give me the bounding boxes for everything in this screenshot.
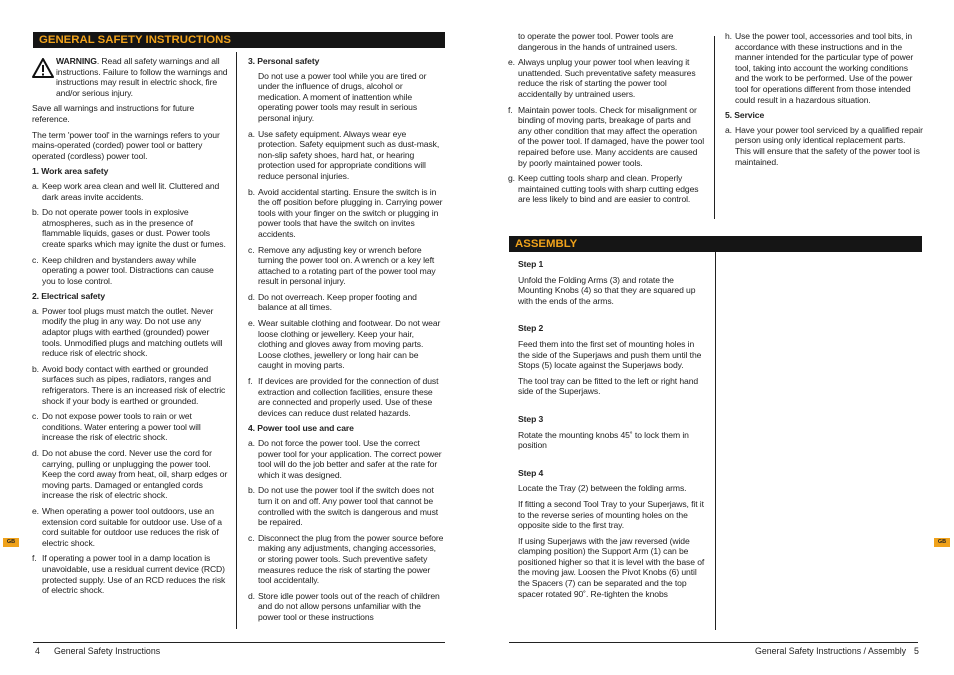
list-item-label: b. xyxy=(32,363,39,374)
warning-body: . Read all safety warnings and all instructions. Failure to follow the warnings and instructions may result in electric shock, fire and/or serious injury. xyxy=(56,56,228,98)
list-item xyxy=(32,181,228,202)
list-item-label: e. xyxy=(508,57,515,68)
list-item-text: Avoid body contact with earthed or grounded surfaces such as pipes, radiators, ranges and refrigerators. There is an increased risk of electric shock if your body is earthed or grounded. xyxy=(42,363,226,406)
list-item-text: Always unplug your power tool when leaving it unattended. Such preventative safety measures reduce the risk of starting the power tool accidentally by untrained users. xyxy=(518,57,696,99)
list-item xyxy=(32,255,228,287)
list-item-label: b. xyxy=(248,186,255,197)
footer-title-right: General Safety Instructions / Assembly xyxy=(755,646,907,656)
language-tab-right: GB xyxy=(934,538,950,547)
step-1-text: Unfold the Folding Arms (3) and rotate the Mounting Knobs (4) so that they are squared up with the ends of the arms. xyxy=(518,274,696,306)
list-item xyxy=(248,485,445,527)
list-item-label: c. xyxy=(32,411,39,422)
list-item xyxy=(725,31,923,105)
page-number-left: 4 xyxy=(35,646,40,656)
list-item-text: Keep cutting tools sharp and clean. Properly maintained cutting tools with sharp cutting edges are less likely to bind and are easier to control. xyxy=(518,173,699,205)
language-tab-left: GB xyxy=(3,538,19,547)
list-item-text: Wear suitable clothing and footwear. Do not wear loose clothing or jewellery. Keep your hair, clothing and gloves away from moving parts. Loose clothes, jewellery or long hair can be caught in moving parts. xyxy=(258,318,441,371)
step-2-heading: Step 2 xyxy=(518,323,544,334)
step-4-text-3: If using Superjaws with the jaw reversed (wide clamping position) the Support Arm (1) can be positioned higher so that it is level with the base of the moving jaw. Loosen the Pivot Knobs (6) until the Spacers (7) can be separated and the top spacer rotated 90˚. Re-tighten the knobs xyxy=(518,535,705,599)
section-title-safety: GENERAL SAFETY INSTRUCTIONS xyxy=(39,34,231,46)
list-item-text: Do not expose power tools to rain or wet conditions. Water entering a power tool will increase the risk of electric shock. xyxy=(42,411,201,443)
list-item xyxy=(248,376,445,418)
list-item-text: If devices are provided for the connection of dust extraction and collection facilities, ensure these are connected and properly used. Use of these devices can reduce dust related hazards. xyxy=(258,376,439,418)
footer-rule-left xyxy=(33,642,445,643)
heading-work-area: 1. Work area safety xyxy=(32,166,109,177)
warning-block xyxy=(32,56,228,98)
step-3-text: Rotate the mounting knobs 45˚ to lock them in position xyxy=(518,429,689,451)
list-service xyxy=(725,125,923,167)
list-item-text: Have your power tool serviced by a qualified repair person using only identical replacement parts. This will ensure that the safety of the power tool is maintained. xyxy=(735,124,923,167)
list-item xyxy=(248,187,445,240)
warning-text xyxy=(56,56,228,98)
footer-rule-right xyxy=(509,642,918,643)
list-item-label: e. xyxy=(32,505,39,516)
warning-triangle-icon xyxy=(32,58,56,98)
list-item xyxy=(32,306,228,359)
list-item xyxy=(32,411,228,443)
column-divider-right-bottom xyxy=(715,252,716,630)
list-item-label: b. xyxy=(32,207,39,218)
list-tool-use-continued xyxy=(508,57,705,205)
term-definition-text: The term 'power tool' in the warnings refers to your mains-operated (corded) power tool or battery operated (cordless) power tool. xyxy=(32,129,220,161)
step-4-text-2: If fitting a second Tool Tray to your Superjaws, fit it to the reverse series of mounting holes on the opposite side to the first tray. xyxy=(518,498,704,531)
heading-service: 5. Service xyxy=(725,110,765,121)
list-item-label: b. xyxy=(248,485,255,496)
list-item xyxy=(248,591,445,623)
list-tool-use xyxy=(248,438,445,623)
list-item-text: Keep children and bystanders away while operating a power tool. Distractions can cause you to lose control. xyxy=(42,254,214,286)
list-item xyxy=(248,533,445,586)
left-column-2 xyxy=(248,56,445,628)
list-tool-use-h xyxy=(725,31,923,105)
right-column-2 xyxy=(725,31,923,172)
list-item-text: When operating a power tool outdoors, use an extension cord suitable for outdoor use. Use of a cord suitable for outdoor use reduces the risk of electric shock. xyxy=(42,505,222,548)
section-header-safety xyxy=(33,32,445,48)
list-item-text: Use safety equipment. Always wear eye protection. Safety equipment such as dust-mask, non-slip safety shoes, hard hat, or hearing protection used for appropriate conditions will reduce personal injuries. xyxy=(258,128,440,181)
list-item-text: Keep work area clean and well lit. Cluttered and dark areas invite accidents. xyxy=(42,180,220,202)
list-item-text: Do not use the power tool if the switch does not turn it on and off. Any power tool that cannot be controlled with the switch is dangerous and must be repaired. xyxy=(258,485,439,528)
list-personal xyxy=(248,129,445,419)
list-item-label: d. xyxy=(248,590,255,601)
list-item xyxy=(508,173,705,205)
list-item xyxy=(508,105,705,169)
left-column-1 xyxy=(32,56,228,601)
list-item xyxy=(32,364,228,406)
step-4-heading: Step 4 xyxy=(518,467,544,478)
step-3-heading: Step 3 xyxy=(518,413,544,424)
list-item xyxy=(248,245,445,287)
list-item-text: Maintain power tools. Check for misalignment or binding of moving parts, breakage of parts and any other condition that may affect the operation of the power tool. If damaged, have the power tool repaired before use. Many accidents are caused by poorly maintained power tools. xyxy=(518,104,705,168)
page-number-right: 5 xyxy=(914,646,919,656)
list-item xyxy=(725,125,923,167)
list-item xyxy=(508,57,705,99)
list-item xyxy=(32,448,228,501)
list-item xyxy=(32,553,228,595)
list-item xyxy=(248,318,445,371)
list-item-label: a. xyxy=(248,438,255,448)
warning-label: WARNING xyxy=(56,56,97,66)
list-item-text: Do not operate power tools in explosive atmospheres, such as in the presence of flammable liquids, gases or dust. Power tools create sparks which may ignite the dust or fumes. xyxy=(42,207,226,249)
list-item-label: e. xyxy=(248,318,255,329)
list-item-text: If operating a power tool in a damp location is unavoidable, use a residual current device (RCD) protected supply. Use of an RCD reduces the risk of electric shock. xyxy=(42,553,226,596)
list-item-label: a. xyxy=(32,180,39,191)
heading-electrical: 2. Electrical safety xyxy=(32,291,106,302)
right-column-1 xyxy=(508,31,705,210)
column-divider-left xyxy=(236,52,237,629)
list-item-text: Use the power tool, accessories and tool bits, in accordance with these instructions and in the manner intended for the particular type of power tool, taking into account the working conditions and the work to be performed. Use of the power tool for operations different from those intended could result in a hazardous situation. xyxy=(735,31,914,105)
assembly-steps xyxy=(518,259,706,604)
list-item-label: a. xyxy=(248,128,255,139)
personal-intro-text: Do not use a power tool while you are tired or under the influence of drugs, alcohol or medication. A moment of inattention while operating power tools may result in serious personal injury. xyxy=(258,70,427,123)
list-item-label: f. xyxy=(508,104,513,115)
list-item-text: Power tool plugs must match the outlet. Never modify the plug in any way. Do not use any adaptor plugs with earthed (grounded) power tools. Unmodified plugs and matching outlets will reduce risk of electric shock. xyxy=(42,305,223,359)
list-item-label: c. xyxy=(248,532,255,543)
footer-title-left: General Safety Instructions xyxy=(54,646,161,656)
save-instructions-text: Save all warnings and instructions for future reference. xyxy=(32,103,195,124)
list-item xyxy=(248,129,445,182)
step-2-text-2: The tool tray can be fitted to the left or right hand side of the Superjaws. xyxy=(518,375,699,397)
list-item-text: Disconnect the plug from the power source before making any adjustments, changing accessories, or storing power tools. Such preventive safety measures reduce the risk of starting the power tool accidentally. xyxy=(258,532,444,586)
section-title-assembly: ASSEMBLY xyxy=(515,238,578,250)
heading-personal: 3. Personal safety xyxy=(248,56,320,66)
list-item-text: Do not overreach. Keep proper footing and balance at all times. xyxy=(258,291,417,313)
list-item xyxy=(248,292,445,313)
list-item xyxy=(248,438,445,480)
section-header-assembly xyxy=(509,236,922,252)
list-item-label: f. xyxy=(32,553,37,564)
step-2-text: Feed them into the first set of mounting holes in the side of the Superjaws and push them until the Stops (5) locate against the Superjaws body. xyxy=(518,338,702,371)
list-electrical xyxy=(32,306,228,596)
list-item-label: c. xyxy=(32,254,39,265)
step-4-text: Locate the Tray (2) between the folding arms. xyxy=(518,483,687,494)
list-item-text: Store idle power tools out of the reach of children and do not allow persons unfamiliar with the power tool or these instructions xyxy=(258,590,440,622)
list-item-text: Do not abuse the cord. Never use the cord for carrying, pulling or unplugging the power tool. Keep the cord away from heat, oil, sharp edges or moving parts. Damaged or entangled cords increase the risk of electric shock. xyxy=(42,448,228,501)
list-item-label: c. xyxy=(248,244,255,255)
list-item-text: Remove any adjusting key or wrench before turning the power tool on. A wrench or a key left attached to a rotating part of the power tool may result in personal injury. xyxy=(258,244,436,287)
step-1-heading: Step 1 xyxy=(518,259,544,269)
list-item-label: d. xyxy=(248,291,255,302)
heading-tool-use: 4. Power tool use and care xyxy=(248,423,354,434)
list-item-label: h. xyxy=(725,31,732,41)
list-item-label: d. xyxy=(32,448,39,458)
list-work-area xyxy=(32,181,228,286)
column-divider-right-top xyxy=(714,36,715,219)
list-item-label: g. xyxy=(508,173,515,184)
list-item-label: a. xyxy=(725,124,732,135)
list-item-label: a. xyxy=(32,305,39,316)
continued-text: to operate the power tool. Power tools are dangerous in the hands of untrained users. xyxy=(518,31,678,52)
list-item xyxy=(32,207,228,249)
list-item-text: Do not force the power tool. Use the correct power tool for your application. The correct power tool will do the job better and safer at the rate for which it was designed. xyxy=(258,438,442,480)
list-item-label: f. xyxy=(248,376,253,387)
list-item-text: Avoid accidental starting. Ensure the switch is in the off position before plugging in. Carrying power tools with your finger on the switch or plugging in power tools that have the switch on invites accidents. xyxy=(258,186,443,239)
list-item xyxy=(32,506,228,548)
